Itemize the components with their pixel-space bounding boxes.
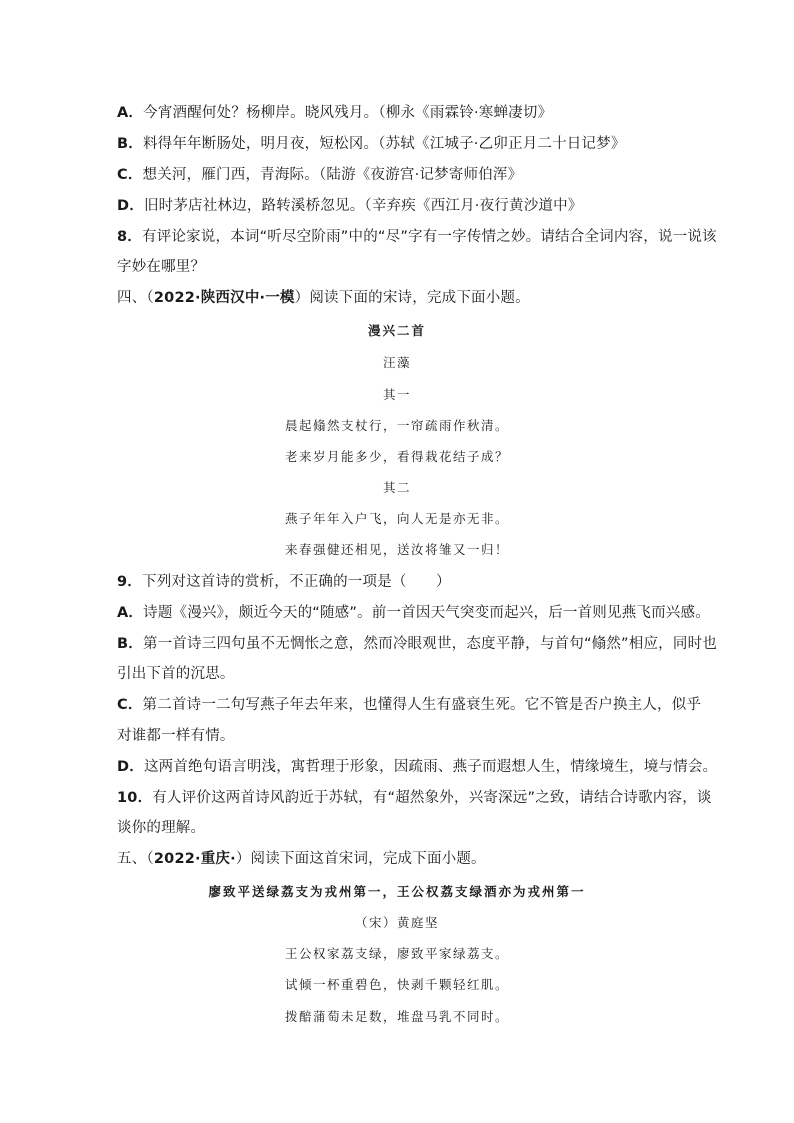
- section-prefix: 四、（: [117, 290, 154, 306]
- option-text: 料得年年断肠处，明月夜，短松冈。（苏轼《江城子·乙卯正月二十日记梦》: [142, 136, 626, 152]
- q7-option-a: [117, 103, 552, 123]
- q8-line-2: 字妙在哪里？: [117, 259, 206, 275]
- option-label: C．: [117, 697, 143, 713]
- option-text: 第一首诗三四句虽不无惆怅之意，然而冷眼观世，态度平静，与首句“翛然”相应，同时也: [142, 636, 717, 652]
- poem-author: 汪藻: [382, 355, 411, 370]
- q9-stem: [117, 572, 451, 592]
- poem-line: 燕子年年入户飞，向人无是亦无非。: [284, 511, 509, 526]
- option-label: D．: [117, 759, 144, 775]
- option-text: 诗题《漫兴》，颇近今天的“随感”。前一首因天气突变而起兴，后一首则见燕飞而兴感。: [143, 605, 710, 621]
- q9-option-d: [117, 757, 717, 777]
- section-prefix: 五、（: [117, 851, 154, 867]
- option-label: A．: [117, 605, 144, 621]
- section-5-heading: [117, 849, 486, 869]
- q9-option-b: [117, 634, 717, 654]
- option-text: 这两首绝句语言明浅，寓哲理于形象，因疏雨、燕子而遐想人生，情缘境生，境与情会。: [143, 759, 718, 775]
- poem-title: 漫兴二首: [367, 323, 426, 338]
- section-source: 2022·重庆·: [153, 851, 236, 867]
- q8-line-1: [117, 227, 717, 247]
- section-source: 2022·陕西汉中·一模: [153, 290, 295, 306]
- option-text: 第二首诗一二句写燕子年去年来，也懂得人生有盛衰生死。它不管是否户换主人，似乎: [142, 697, 702, 713]
- option-label: B．: [117, 636, 143, 652]
- section-4-heading: [117, 288, 530, 308]
- section-instruction: ）阅读下面的宋诗，完成下面小题。: [294, 290, 530, 306]
- poem-title: 廖致平送绿荔支为戎州第一，王公权荔支绿酒亦为戎州第一: [208, 884, 586, 899]
- option-text: 今宵酒醒何处？杨柳岸。晓风残月。（柳永《雨霖铃·寒蝉凄切》: [143, 105, 553, 121]
- poem-line: 老来岁月能多少，看得栽花结子成？: [284, 449, 509, 464]
- question-number: 9．: [117, 574, 142, 590]
- q9-option-b-continued: 引出下首的沉思。: [117, 666, 235, 682]
- option-label: D．: [117, 198, 144, 214]
- poem-line: 来春强健还相见，送汝将雏又一归！: [284, 542, 509, 557]
- option-text: 旧时茅店社林边，路转溪桥忽见。（辛弃疾《西江月·夜行黄沙道中》: [143, 198, 583, 214]
- poem-line: 试倾一杯重碧色，快剥千颗轻红肌。: [284, 977, 509, 992]
- question-text: 有评论家说，本词“听尽空阶雨”中的“尽”字有一字传情之妙。请结合全词内容，说一说该: [142, 229, 717, 245]
- question-number: 10．: [117, 790, 153, 806]
- option-label: A．: [117, 105, 144, 121]
- q7-option-b: [117, 134, 626, 154]
- poem-line: 王公权家荔支绿，廖致平家绿荔支。: [284, 946, 509, 961]
- poem-line: 晨起翛然支杖行，一帘疏雨作秋清。: [284, 418, 509, 433]
- question-text: 下列对这首诗的赏析，不正确的一项是（ ）: [142, 574, 451, 590]
- option-label: C．: [117, 167, 143, 183]
- question-number: 8．: [117, 229, 142, 245]
- poem-part-heading: 其一: [382, 387, 411, 402]
- q9-option-c-continued: 对谁都一样有情。: [117, 728, 235, 744]
- question-text: 有人评价这两首诗风韵近于苏轼，有“超然象外，兴寄深远”之致，请结合诗歌内容，谈: [152, 790, 712, 806]
- q10-line-2: 谈你的理解。: [117, 820, 206, 836]
- q9-option-c: [117, 695, 701, 715]
- q7-option-c: [117, 165, 522, 185]
- poem-line: 拨醅蒲萄未足数，堆盘马乳不同时。: [284, 1009, 509, 1024]
- q7-option-d: [117, 196, 583, 216]
- option-label: B．: [117, 136, 143, 152]
- q9-option-a: [117, 603, 710, 623]
- poem-author: （宋）黄庭坚: [354, 915, 439, 930]
- poem-part-heading: 其二: [382, 480, 411, 495]
- q10-line-1: [117, 788, 712, 808]
- section-instruction: ）阅读下面这首宋词，完成下面小题。: [235, 851, 486, 867]
- option-text: 想关河，雁门西，青海际。（陆游《夜游宫·记梦寄师伯浑》: [142, 167, 523, 183]
